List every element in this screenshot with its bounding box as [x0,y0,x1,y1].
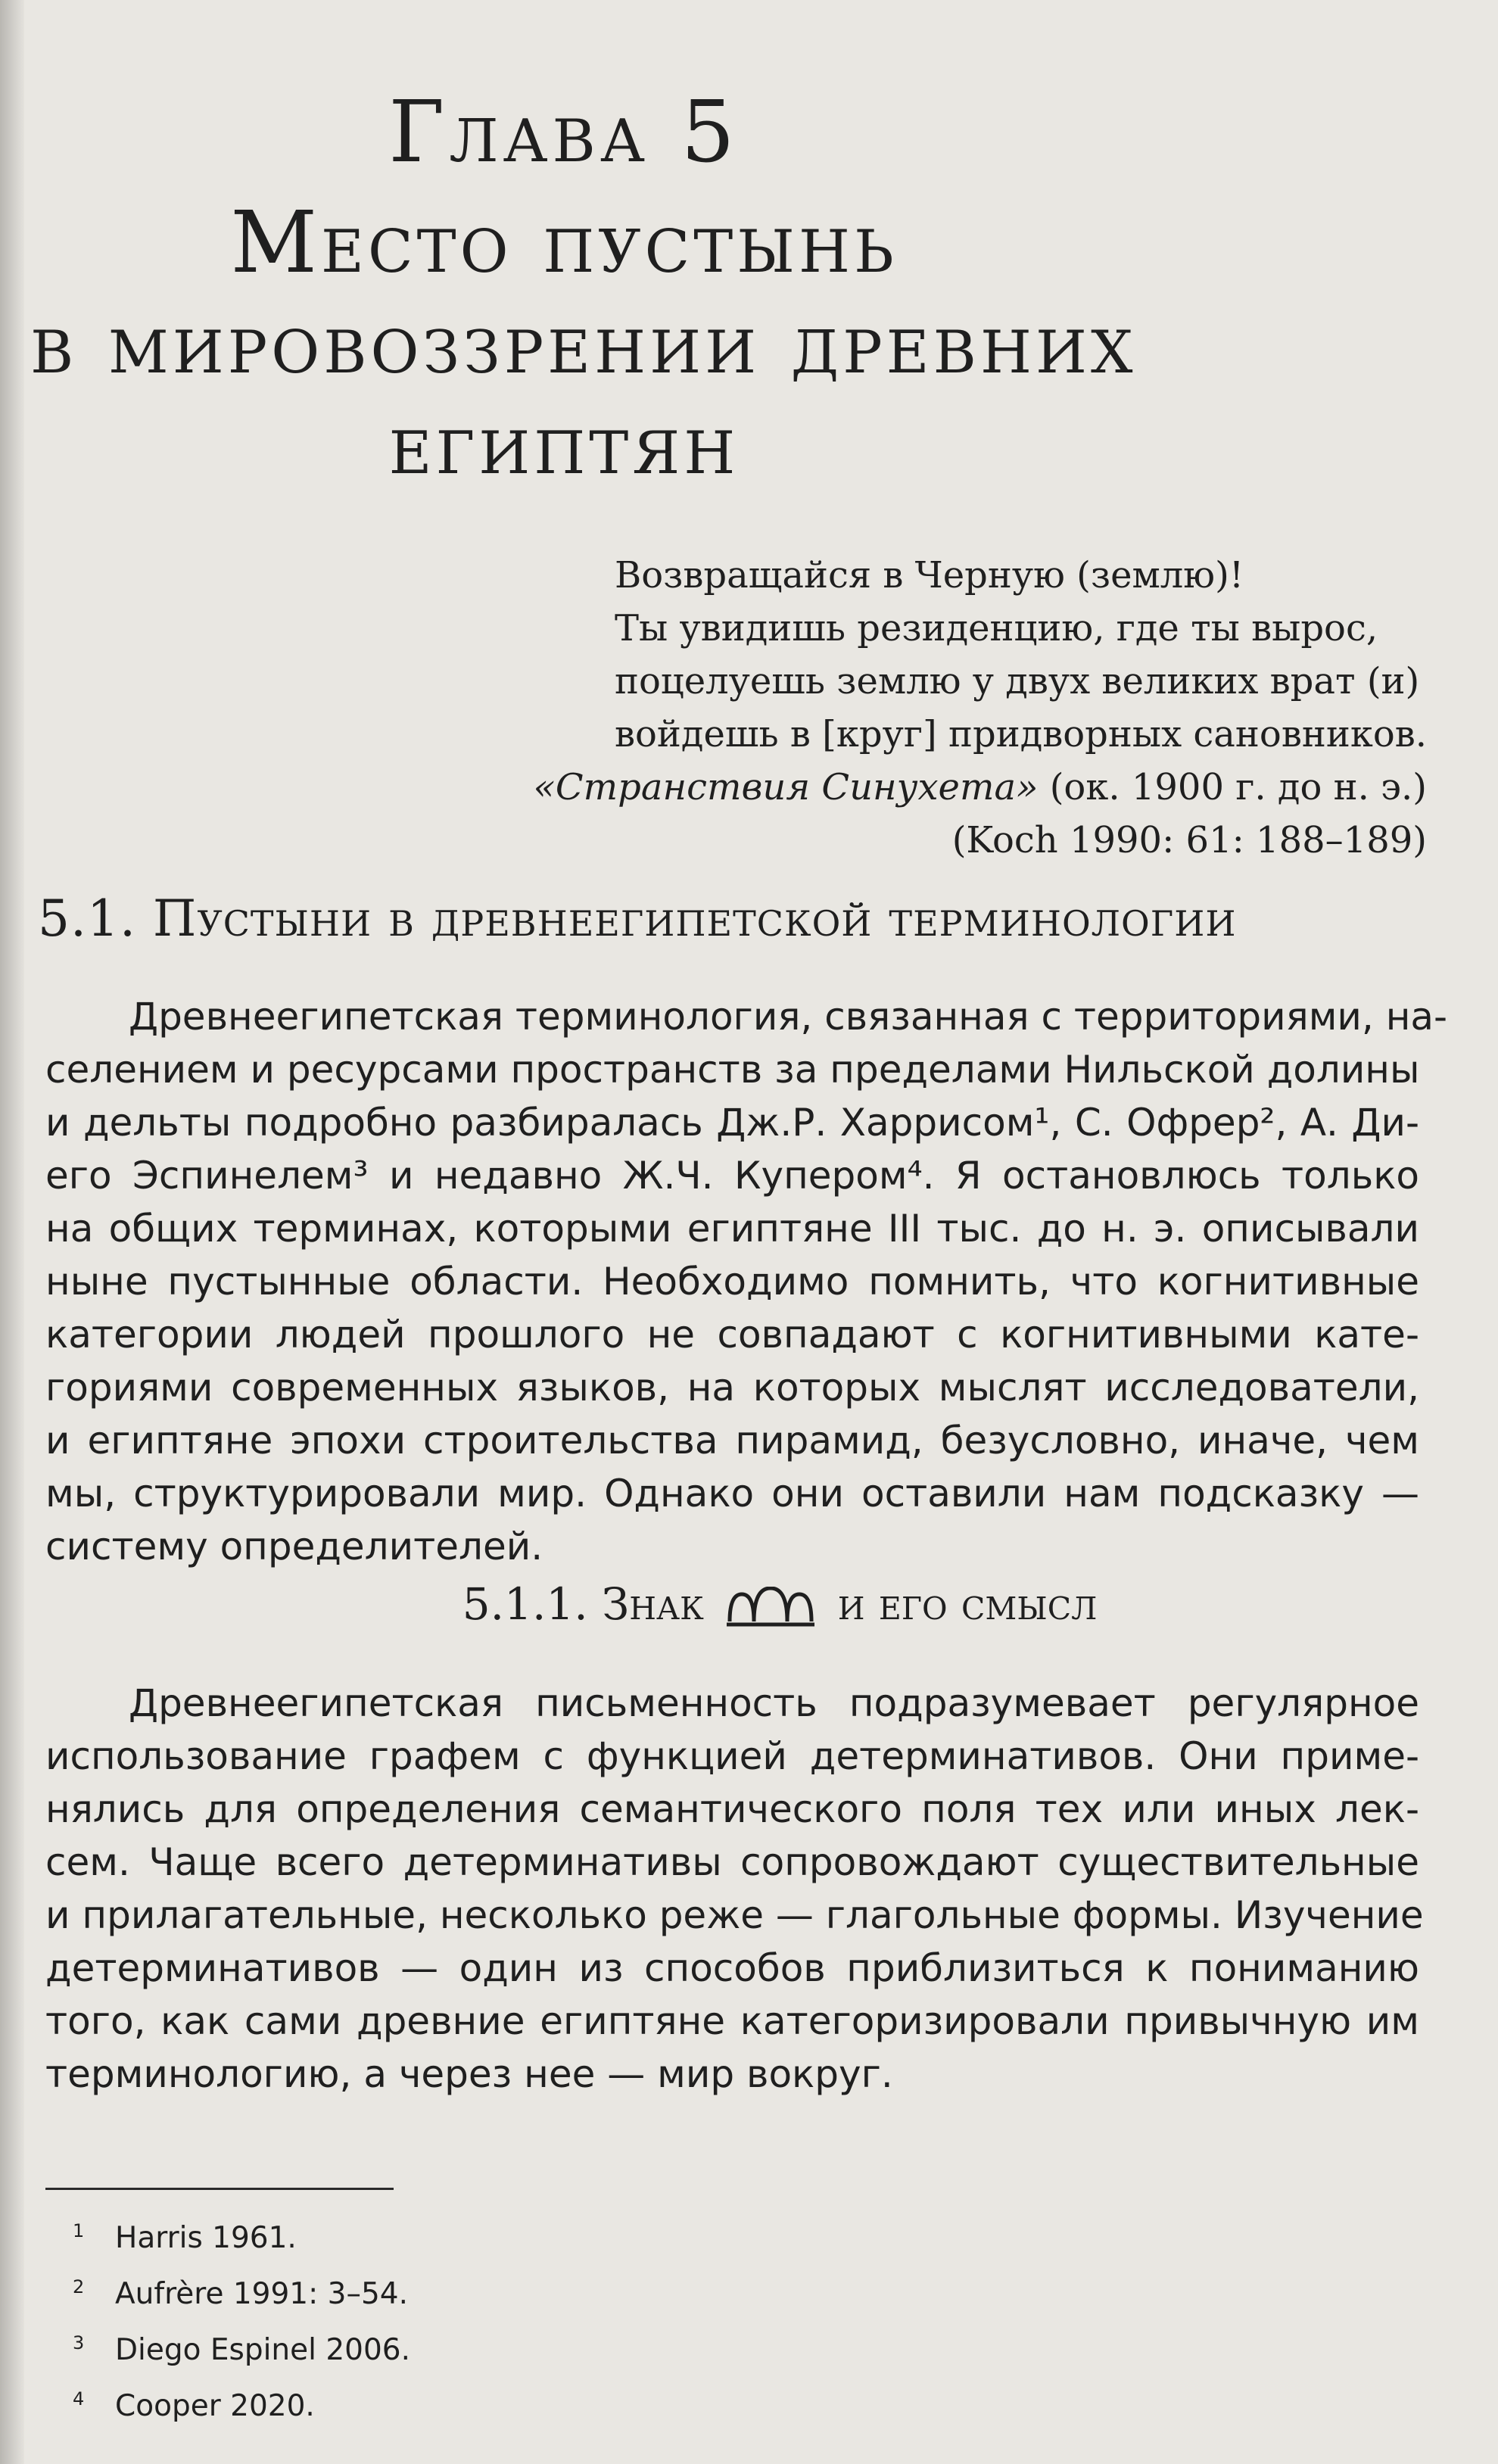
footnote: 3 Diego Espinel 2006. [73,2332,411,2367]
chapter-label: Глава 5 [388,83,740,182]
footnote-text: Diego Espinel 2006. [115,2333,411,2367]
paragraph-line: и египтяне эпохи строительства пирамид, безусловно, иначе, чем [45,1419,1419,1463]
book-page [30,0,1498,2464]
paragraph-line: Древнеегипетская письменность подразумевает регулярное [129,1681,1419,1725]
paragraph-line: ныне пустынные области. Необходимо помнить, что когнитивные [45,1260,1419,1304]
footnote-text: Aufrère 1991: 3–54. [115,2277,408,2311]
paragraph-line: использование графем с функцией детерминативов. Они приме- [45,1734,1419,1778]
epigraph-line: Возвращайся в Черную (землю)! [614,554,1244,597]
paragraph-line: на общих терминах, которыми египтяне III тыс. до н. э. описывали [45,1207,1419,1251]
book-gutter-shadow [0,0,24,2464]
epigraph-line: войдешь в [круг] придворных сановников. [614,713,1427,755]
footnotes [73,2207,411,2431]
footnote-text: Harris 1961. [115,2221,297,2255]
subsection-suffix: и его смысл [837,1578,1098,1630]
paragraph-line: категории людей прошлого не совпадают с когнитивными кате- [45,1313,1419,1357]
paragraph-line: сем. Чаще всего детерминативы сопровождают существительные [45,1840,1419,1884]
epigraph-verse [615,549,1427,761]
hieroglyph-hill-country-icon [725,1587,816,1628]
paragraph-line: и прилагательные, несколько реже — глагольные формы. Изучение [45,1893,1424,1937]
paragraph-line: того, как сами древние египтяне категоризировали привычную им [45,1999,1419,2043]
footnote: 4 Cooper 2020. [73,2388,315,2423]
epigraph-reference: (Koch 1990: 61: 188–189) [951,819,1427,861]
footnote-text: Cooper 2020. [115,2389,315,2423]
footnote-divider [45,2188,394,2190]
footnote: 2 Aufrère 1991: 3–54. [73,2276,408,2311]
paragraph-line: нялись для определения семантического поля тех или иных лек- [45,1787,1419,1831]
paragraph-line: мы, структурировали мир. Однако они оставили нам подсказку — [45,1472,1419,1515]
subsection-prefix: 5.1.1. Знак [462,1578,704,1630]
paragraph-line: и дельты подробно разбиралась Дж.Р. Харрисом¹, С. Офрер², А. Ди- [45,1101,1419,1145]
paragraph-line: Древнеегипетская терминология, связанная с территориями, на- [129,995,1448,1039]
subsection-heading [30,1578,1498,1630]
epigraph-line: поцелуешь землю у двух великих врат (и) [614,660,1420,702]
body-paragraph [45,990,1448,1573]
footnote: 1 Harris 1961. [73,2220,297,2255]
paragraph-line: детерминативов — один из способов приблизиться к пониманию [45,1946,1419,1990]
paragraph-line: гориями современных языков, на которых мыслят исследователи, [45,1366,1419,1410]
paragraph-line: его Эспинелем³ и недавно Ж.Ч. Купером⁴. Я остановлюсь только [45,1154,1419,1198]
section-heading: 5.1. Пустыни в древнеегипетской терминологии [38,889,1237,948]
chapter-title-line: Место пустынь [230,194,898,292]
body-paragraph [45,1677,1424,2101]
epigraph-line: Ты увидишь резиденцию, где ты вырос, [614,607,1378,649]
epigraph-source-title: «Странствия Синухета» [533,766,1039,808]
paragraph-line: терминологию, а через нее — мир вокруг. [45,2052,893,2096]
chapter-title [30,193,1137,495]
paragraph-line: систему определителей. [45,1525,543,1568]
chapter-title-line: в мировоззрении древних [30,294,1137,393]
chapter-title-line: египтян [388,395,740,494]
paragraph-line: селением и ресурсами пространств за пределами Нильской долины [45,1048,1420,1092]
epigraph-source [519,761,1427,814]
epigraph-source-date: (ок. 1900 г. до н. э.) [1038,766,1427,808]
epigraph [519,549,1427,867]
